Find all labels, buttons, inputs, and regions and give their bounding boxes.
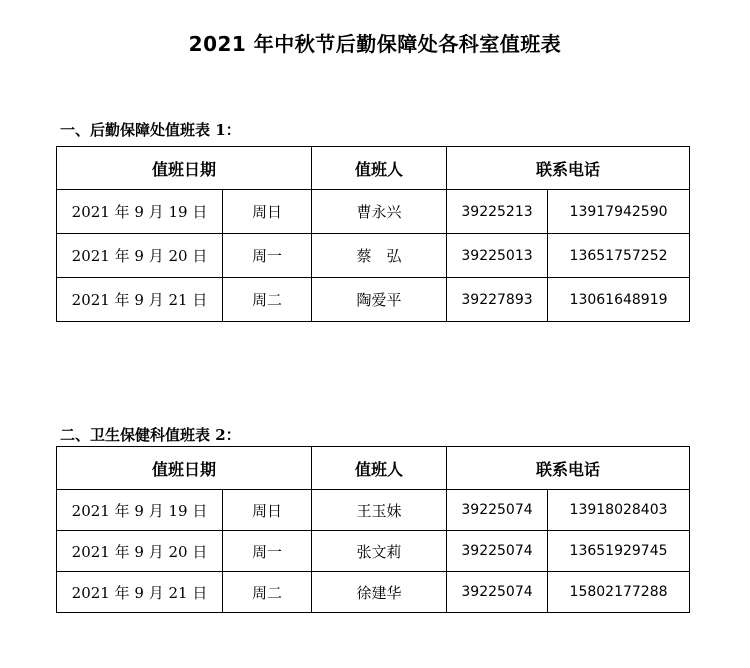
cell-weekday: 周一 bbox=[223, 234, 312, 278]
header-person: 值班人 bbox=[312, 447, 447, 490]
header-date: 值班日期 bbox=[57, 447, 312, 490]
cell-office-phone: 39227893 bbox=[447, 278, 548, 322]
header-date: 值班日期 bbox=[57, 147, 312, 190]
cell-office-phone: 39225213 bbox=[447, 190, 548, 234]
section-title-logistics: 一、后勤保障处值班表 1： bbox=[60, 121, 241, 139]
cell-weekday: 周二 bbox=[223, 572, 312, 613]
header-phone: 联系电话 bbox=[447, 147, 690, 190]
table-row bbox=[57, 531, 690, 572]
cell-mobile-phone: 13651929745 bbox=[548, 531, 690, 572]
cell-date: 2021 年 9 月 21 日 bbox=[57, 278, 223, 322]
table-header-row bbox=[57, 447, 690, 490]
cell-mobile-phone: 13918028403 bbox=[548, 490, 690, 531]
cell-person: 蔡 弘 bbox=[312, 234, 447, 278]
table-row bbox=[57, 572, 690, 613]
cell-date: 2021 年 9 月 20 日 bbox=[57, 531, 223, 572]
cell-office-phone: 39225013 bbox=[447, 234, 548, 278]
cell-weekday: 周日 bbox=[223, 190, 312, 234]
cell-date: 2021 年 9 月 19 日 bbox=[57, 190, 223, 234]
table-header-row bbox=[57, 147, 690, 190]
cell-office-phone: 39225074 bbox=[447, 490, 548, 531]
cell-mobile-phone: 15802177288 bbox=[548, 572, 690, 613]
table-row bbox=[57, 490, 690, 531]
duty-table-logistics bbox=[56, 146, 690, 322]
table-row bbox=[57, 234, 690, 278]
cell-date: 2021 年 9 月 20 日 bbox=[57, 234, 223, 278]
table-row bbox=[57, 190, 690, 234]
cell-weekday: 周二 bbox=[223, 278, 312, 322]
cell-office-phone: 39225074 bbox=[447, 531, 548, 572]
cell-weekday: 周一 bbox=[223, 531, 312, 572]
header-phone: 联系电话 bbox=[447, 447, 690, 490]
section-title-health: 二、卫生保健科值班表 2： bbox=[60, 426, 241, 444]
cell-person: 王玉妹 bbox=[312, 490, 447, 531]
cell-date: 2021 年 9 月 21 日 bbox=[57, 572, 223, 613]
cell-mobile-phone: 13917942590 bbox=[548, 190, 690, 234]
cell-office-phone: 39225074 bbox=[447, 572, 548, 613]
cell-person: 陶爱平 bbox=[312, 278, 447, 322]
table-row bbox=[57, 278, 690, 322]
cell-person: 张文莉 bbox=[312, 531, 447, 572]
cell-person: 曹永兴 bbox=[312, 190, 447, 234]
duty-table-health bbox=[56, 446, 690, 613]
cell-weekday: 周日 bbox=[223, 490, 312, 531]
cell-mobile-phone: 13061648919 bbox=[548, 278, 690, 322]
cell-mobile-phone: 13651757252 bbox=[548, 234, 690, 278]
cell-date: 2021 年 9 月 19 日 bbox=[57, 490, 223, 531]
page-title: 2021 年中秋节后勤保障处各科室值班表 bbox=[188, 32, 562, 56]
header-person: 值班人 bbox=[312, 147, 447, 190]
cell-person: 徐建华 bbox=[312, 572, 447, 613]
